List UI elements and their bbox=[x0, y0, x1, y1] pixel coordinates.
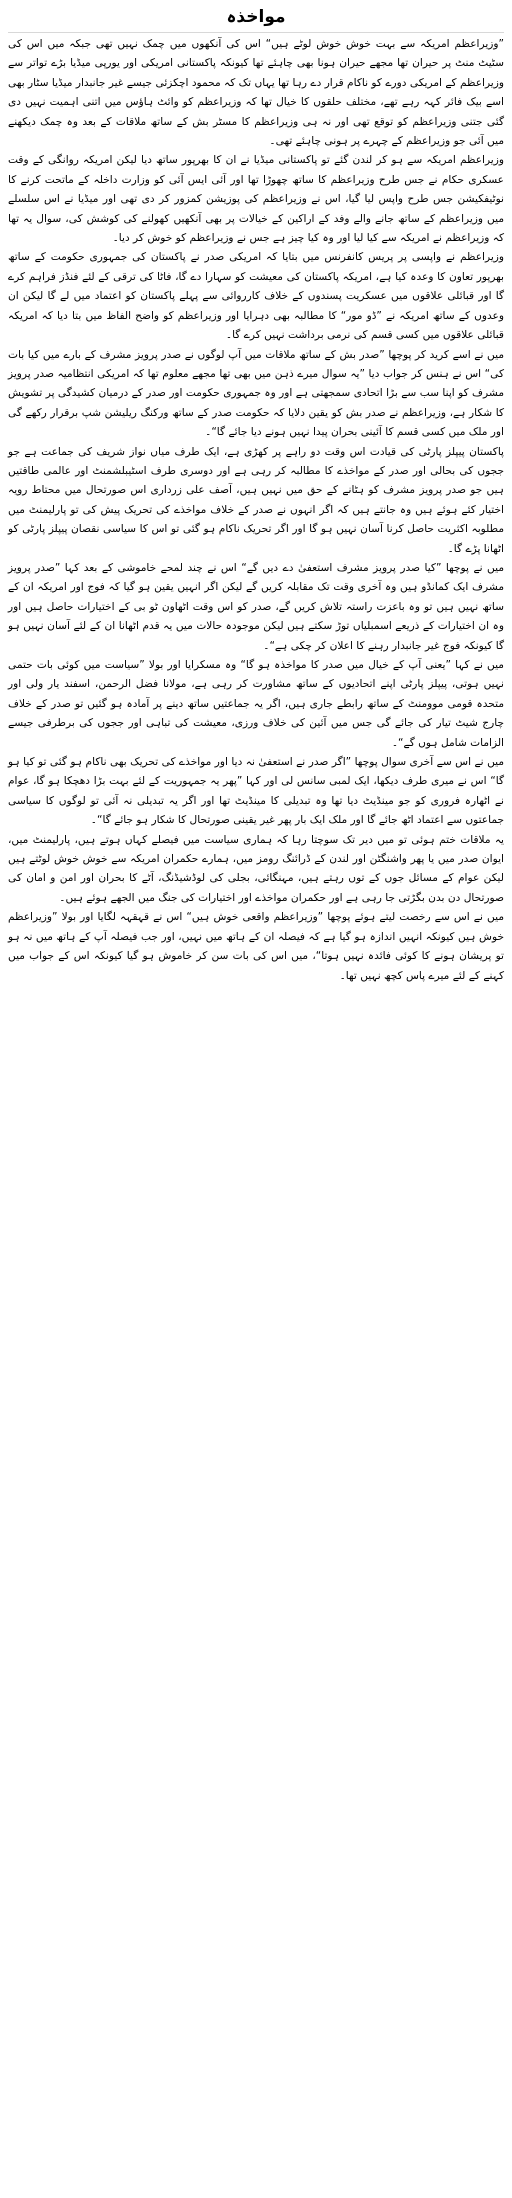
article-paragraph-8: میں نے اس سے آخری سوال پوچھا ”اگر صدر نے استعفیٰ نہ دیا اور مواخذے کی تحریک بھی ناکام ہو گئی تو کیا ہو گا“ اس نے میری طرف دیکھا، ایک لمبی سانس لی اور کہا ”پھر یہ جمہوریت کے لئے بہت بڑا دھچکا ہو گا، عوام نے اٹھارہ فروری کو جو مینڈیٹ دیا تھا وہ تبدیلی کا مینڈیٹ تھا اور اگر یہ تبدیلی نہ آئی تو لوگوں کا سیاسی جماعتوں سے اعتماد اٹھ جائے گا اور ملک ایک بار پھر غیر یقینی صورتحال کا شکار ہو جائے گا“۔ bbox=[8, 756, 504, 827]
article-title: مواخذہ bbox=[226, 7, 286, 27]
title-bar bbox=[8, 4, 504, 33]
article-paragraph-7: میں نے کہا ”یعنی آپ کے خیال میں صدر کا مواخذہ ہو گا“ وہ مسکرایا اور بولا ”سیاست میں کوئی بات حتمی نہیں ہوتی، پیپلز پارٹی اپنے اتحادیوں کے ساتھ مشاورت کر رہی ہے، مولانا فضل الرحمن، اسفند یار ولی اور متحدہ قومی موومنٹ کے ساتھ رابطے جاری ہیں، اگر یہ جماعتیں ساتھ دینے پر آمادہ ہو گئیں تو صدر کے خلاف چارج شیٹ تیار کی جائے گی جس میں آئین کی خلاف ورزی، معیشت کی تباہی اور ججوں کی برطرفی جیسے الزامات شامل ہوں گے“۔ bbox=[8, 659, 504, 749]
article-paragraph-9: یہ ملاقات ختم ہوئی تو میں دیر تک سوچتا رہا کہ ہماری سیاست میں فیصلے کہاں ہوتے ہیں، پارلیمنٹ میں، ایوان صدر میں یا پھر واشنگٹن اور لندن کے ڈرائنگ رومز میں، ہمارے حکمران امریکہ سے خوش خوش لوٹتے ہیں لیکن عوام کے مسائل جوں کے توں رہتے ہیں، مہنگائی، بجلی کی لوڈشیڈنگ، آٹے کا بحران اور امن و امان کی صورتحال دن بدن بگڑتی جا رہی ہے اور حکمران مواخذے اور اختیارات کی جنگ میں الجھے ہوئے ہیں۔ bbox=[8, 833, 504, 904]
article-paragraph-1: ”وزیراعظم امریکہ سے بہت خوش خوش لوٹے ہیں“ اس کی آنکھوں میں چمک نہیں تھی جبکہ میں اس کی سٹیٹ منٹ پر حیران تھا مجھے حیران ہونا بھی چاہئے تھا کیونکہ پاکستانی امریکی اور یورپی میڈیا بڑے تواتر سے وزیراعظم کے امریکی دورے کو ناکام قرار دے رہا تھا یہاں تک کہ محمود اچکزئی جیسے غیر جانبدار میڈیا سٹار بھی اسے بیک فائر کہہ رہے تھے، مختلف حلقوں کا خیال تھا کہ وزیراعظم کو وائٹ ہاؤس میں اتنی اہمیت نہیں دی گئی جتنی وزیراعظم کو توقع تھی اور نہ ہی وزیراعظم کا مسٹر بش کے ساتھ ملاقات کے بعد وہ چمک دیکھنے میں آئی جو وزیراعظم کے چہرے پر ہونی چاہئے تھی۔ bbox=[8, 38, 504, 148]
article-paragraph-6: میں نے پوچھا ”کیا صدر پرویز مشرف استعفیٰ دے دیں گے“ اس نے چند لمحے خاموشی کے بعد کہا ”صدر پرویز مشرف ایک کمانڈو ہیں وہ آخری وقت تک مقابلہ کریں گے لیکن اگر انہیں یقین ہو گیا کہ فوج اور امریکہ ان کے ساتھ نہیں ہیں تو وہ باعزت راستہ تلاش کریں گے، صدر کو اس وقت اٹھاون ٹو بی کے اختیارات حاصل ہیں اور وہ ان اختیارات کے ذریعے اسمبلیاں توڑ سکتے ہیں لیکن موجودہ حالات میں یہ قدم اٹھانا ان کے لئے آسان نہیں ہو گا کیونکہ فوج غیر جانبدار رہنے کا اعلان کر چکی ہے“۔ bbox=[8, 561, 504, 652]
article-paragraph-5: پاکستان پیپلز پارٹی کی قیادت اس وقت دو راہے پر کھڑی ہے، ایک طرف میاں نواز شریف کی جماعت ہے جو ججوں کی بحالی اور صدر کے مواخذے کا مطالبہ کر رہی ہے اور دوسری طرف اسٹیبلشمنٹ اور عالمی طاقتیں ہیں جو صدر پرویز مشرف کو ہٹانے کے حق میں نہیں ہیں، آصف علی زرداری اس صورتحال میں محتاط رویہ اختیار کئے ہوئے ہیں وہ جانتے ہیں کہ اگر انہوں نے صدر کے خلاف مواخذے کی تحریک پیش کی تو پارلیمنٹ میں مطلوبہ اکثریت حاصل کرنا آسان نہیں ہو گا اور اگر تحریک ناکام ہو گئی تو اس کا سیاسی نقصان پیپلز پارٹی کو اٹھانا پڑے گا۔ bbox=[8, 445, 504, 555]
article-body bbox=[8, 35, 504, 986]
article-paragraph-2: وزیراعظم امریکہ سے ہو کر لندن گئے تو پاکستانی میڈیا نے ان کا بھرپور ساتھ دیا لیکن امریکہ روانگی کے وقت عسکری حکام نے جس طرح وزیراعظم کا ساتھ چھوڑا تھا اور آئی ایس آئی کو وزارت داخلہ کے ماتحت کرنے کا نوٹیفکیشن جس طرح واپس لیا گیا، اس نے وزیراعظم کی پوزیشن کمزور کر دی تھی اور میڈیا نے اس سلسلے میں وزیراعظم کے ساتھ جانے والے وفد کے اراکین کے خیالات پر بھی آنکھیں کھولنے کی کوشش کی، سوال یہ تھا کہ وزیراعظم نے امریکہ سے کیا لیا اور وہ کیا چیز ہے جس نے وزیراعظم کو خوش کر دیا۔ bbox=[8, 154, 504, 245]
article-paragraph-4: میں نے اسے کرید کر پوچھا ”صدر بش کے ساتھ ملاقات میں آپ لوگوں نے صدر پرویز مشرف کے بارے میں کیا بات کی“ اس نے ہنس کر جواب دیا ”یہ سوال میرے ذہن میں بھی تھا مجھے معلوم تھا کہ امریکی انتظامیہ صدر پرویز مشرف کو اپنا سب سے بڑا اتحادی سمجھتی ہے اور وہ جمہوری حکومت اور صدر کے درمیان کشیدگی پر تشویش کا شکار ہے، وزیراعظم نے صدر بش کو یقین دلایا کہ حکومت صدر کے ساتھ ورکنگ ریلیشن شپ برقرار رکھے گی اور ملک میں کسی قسم کا آئینی بحران پیدا نہیں ہونے دیا جائے گا“۔ bbox=[8, 348, 504, 439]
article-paragraph-3: وزیراعظم نے واپسی پر پریس کانفرنس میں بتایا کہ امریکی صدر نے پاکستان کی جمہوری حکومت کے ساتھ بھرپور تعاون کا وعدہ کیا ہے، امریکہ پاکستان کی معیشت کو سہارا دے گا، فاٹا کی ترقی کے لئے فنڈز فراہم کرے گا اور قبائلی علاقوں میں عسکریت پسندوں کے خلاف کارروائی سے پہلے پاکستان کو اعتماد میں لے گا لیکن ان وعدوں کے ساتھ امریکہ نے ”ڈو مور“ کا مطالبہ بھی دہرایا اور وزیراعظم کو واضح الفاظ میں بتا دیا کہ امریکہ قبائلی علاقوں میں کسی قسم کی نرمی برداشت نہیں کرے گا۔ bbox=[8, 251, 504, 342]
article-paragraph-10: میں نے اس سے رخصت لیتے ہوئے پوچھا ”وزیراعظم واقعی خوش ہیں“ اس نے قہقہہ لگایا اور بولا ”وزیراعظم خوش ہیں کیونکہ انہیں اندازہ ہو گیا ہے کہ فیصلہ ان کے ہاتھ میں نہیں، اور جب فیصلہ آپ کے ہاتھ میں نہ ہو تو پریشان ہونے کا کوئی فائدہ نہیں ہوتا“، میں اس کی بات سن کر خاموش ہو گیا کیونکہ اس کے جواب میں کہنے کے لئے میرے پاس کچھ نہیں تھا۔ bbox=[8, 911, 504, 982]
